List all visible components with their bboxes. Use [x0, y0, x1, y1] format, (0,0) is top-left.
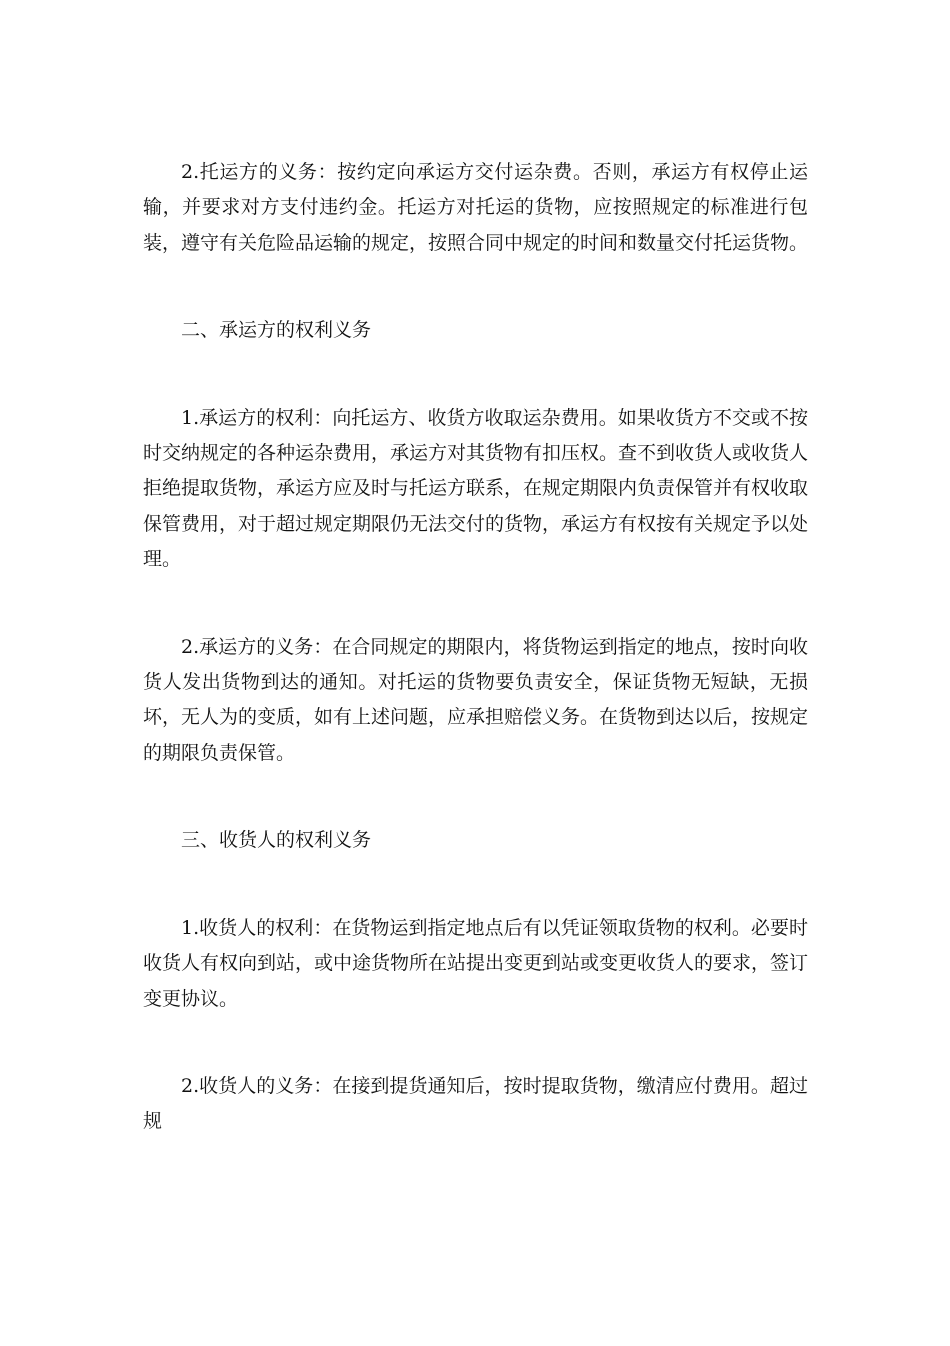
paragraph-carrier-obligations: 2.承运方的义务：在合同规定的期限内，将货物运到指定的地点，按时向收货人发出货物到达的通知。对托运的货物要负责安全，保证货物无短缺，无损坏，无人为的变质，如有上述问题，应承担赔偿义务。在货物到达以后，按规定的期限负责保管。 — [143, 635, 809, 764]
paragraph-consignee-rights: 1.收货人的权利：在货物运到指定地点后有以凭证领取货物的权利。必要时收货人有权向到站，或中途货物所在站提出变更到站或变更收货人的要求，签订变更协议。 — [143, 916, 809, 1010]
paragraph-shipper-obligations: 2.托运方的义务：按约定向承运方交付运杂费。否则，承运方有权停止运输，并要求对方支付违约金。托运方对托运的货物，应按照规定的标准进行包装，遵守有关危险品运输的规定，按照合同中规定的时间和数量交付托运货物。 — [143, 161, 809, 254]
paragraph-consignee-obligations: 2.收货人的义务：在接到提货通知后，按时提取货物，缴清应付费用。超过规 — [143, 1074, 808, 1133]
section-heading-consignee: 三、收货人的权利义务 — [181, 829, 372, 852]
section-heading-carrier: 二、承运方的权利义务 — [181, 319, 372, 342]
document-page — [143, 155, 808, 1140]
paragraph-carrier-rights: 1.承运方的权利：向托运方、收货方收取运杂费用。如果收货方不交或不按时交纳规定的各种运杂费用，承运方对其货物有扣压权。查不到收货人或收货人拒绝提取货物，承运方应及时与托运方联系，在规定期限内负责保管并有权收取保管费用，对于超过规定期限仍无法交付的货物，承运方有权按有关规定予以处理。 — [143, 406, 809, 571]
